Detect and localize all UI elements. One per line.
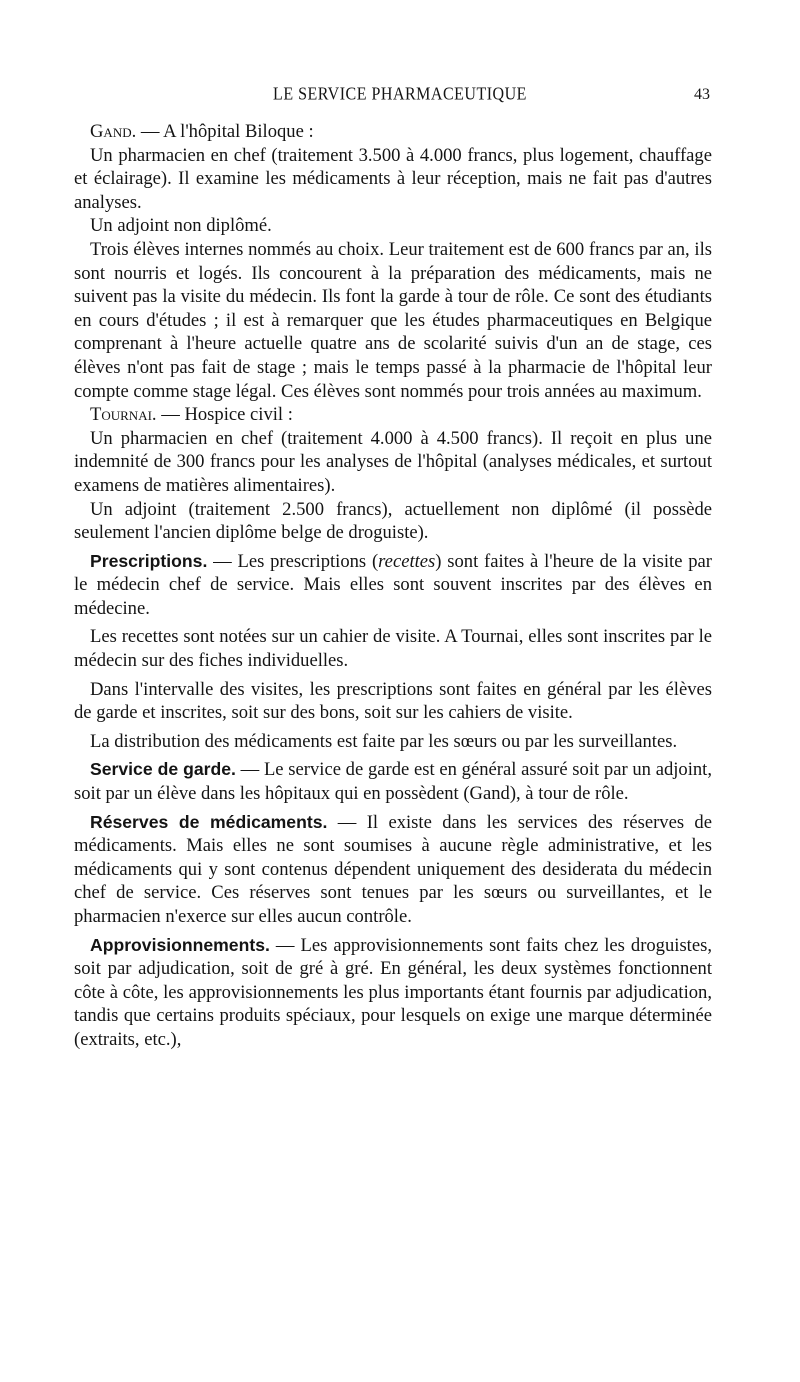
- page-header: [90, 86, 710, 108]
- paragraph: [74, 730, 712, 754]
- city-name: Gand.: [90, 121, 137, 142]
- paragraph: [74, 238, 712, 403]
- paragraph: [74, 678, 712, 725]
- paragraph-tournai-heading: [74, 403, 712, 427]
- paragraph-text: Un adjoint (traitement 2.500 francs), actuellement non diplômé (il possède seulement l'ancien diplôme belge de droguiste).: [74, 498, 712, 544]
- paragraph: [74, 498, 712, 545]
- paragraph-gand-heading: [74, 120, 712, 144]
- italic-term: recettes: [378, 550, 436, 572]
- paragraph-text: — Les prescriptions (: [207, 550, 379, 572]
- paragraph-text: — Hospice civil :: [156, 404, 293, 426]
- paragraph-text: ) sont faites à l'heure de la visite par le médecin chef de service. Mais elles sont souvent inscrites par des élèves en médecine.: [74, 550, 712, 619]
- page-number: 43: [694, 86, 710, 103]
- section-heading: Approvisionnements.: [90, 934, 270, 955]
- paragraph-text: Dans l'intervalle des visites, les prescriptions sont faites en général par les élèves de garde et inscrites, soit sur des bons, soit sur les cahiers de visite.: [74, 678, 712, 724]
- section-heading: Service de garde.: [90, 759, 236, 780]
- paragraph-text: Trois élèves internes nommés au choix. Leur traitement est de 600 francs par an, ils sont nourris et logés. Ils concourent à la préparation des médicaments, mais ne suivent pas la visite du médecin. Ils font la garde à tour de rôle. Ce sont des étudiants en cours d'études ; il est à remarquer que les études pharmaceutiques en Belgique comprenant à l'heure actuelle quatre ans de scolarité suivis d'un an de stage, ces élèves n'ont pas fait de stage ; mais le temps passé à la pharmacie de l'hôpital leur compte comme stage légal. Ces élèves sont nommés pour trois années au maximum.: [74, 238, 712, 402]
- paragraph-approvisionnements: [74, 934, 712, 1052]
- paragraph: [74, 625, 712, 672]
- paragraph-service-de-garde: [74, 758, 712, 805]
- paragraph-text: Un pharmacien en chef (traitement 3.500 à 4.000 francs, plus logement, chauffage et éclairage). Il examine les médicaments à leur réception, mais ne fait pas d'autres analyses.: [74, 144, 712, 213]
- page-body: [74, 120, 712, 1052]
- paragraph-text: Un adjoint non diplômé.: [90, 215, 272, 237]
- section-heading: Réserves de médicaments.: [90, 811, 328, 832]
- paragraph-text: — A l'hôpital Biloque :: [136, 121, 314, 142]
- paragraph-text: — Les approvisionnements sont faits chez les droguistes, soit par adjudication, soit de gré à gré. En général, les deux systèmes fonctionnent côte à côte, les approvisionnements les plus importants étant fournis par adjudication, tandis que certains produits spéciaux, pour lesquels on exige une marque déterminée (extraits, etc.),: [74, 934, 712, 1050]
- city-name: Tournai.: [90, 404, 157, 426]
- paragraph-text: Un pharmacien en chef (traitement 4.000 à 4.500 francs). Il reçoit en plus une indemnité de 300 francs pour les analyses de l'hôpital (analyses médicales, et surtout examens de matières alimentaires).: [74, 427, 712, 496]
- running-title: LE SERVICE PHARMACEUTIQUE: [273, 85, 527, 104]
- paragraph-text: La distribution des médicaments est faite par les sœurs ou par les surveillantes.: [90, 730, 678, 752]
- paragraph: [74, 144, 712, 215]
- section-heading: Prescriptions.: [90, 550, 208, 571]
- paragraph-text: — Le service de garde est en général assuré soit par un adjoint, soit par un élève dans les hôpitaux qui en possèdent (Gand), à tour de rôle.: [74, 759, 712, 805]
- paragraph: [74, 214, 712, 238]
- paragraph: [74, 427, 712, 498]
- paragraph-text: Les recettes sont notées sur un cahier de visite. A Tournai, elles sont inscrites par le médecin sur des fiches individuelles.: [74, 626, 712, 672]
- paragraph-reserves: [74, 811, 712, 929]
- paragraph-prescriptions: [74, 550, 712, 621]
- paragraph-text: — Il existe dans les services des réserves de médicaments. Mais elles ne sont soumises à aucune règle administrative, et les médicaments qui y sont contenus dépendent uniquement des desiderata du médecin chef de service. Ces réserves sont tenues par les sœurs ou surveillantes, et le pharmacien n'exerce sur elles aucun contrôle.: [74, 811, 712, 927]
